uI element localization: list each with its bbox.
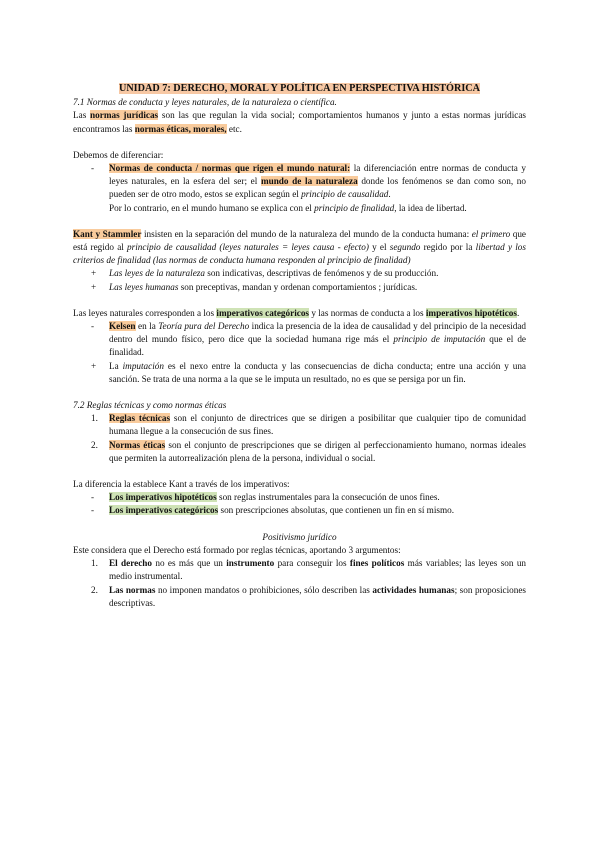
list-item: + La imputación es el nexo entre la conducta y las consecuencias de dicha conducta; entre una acción y una sanción. Se trata de una norma a la que se le imputa un resultado, no es que se persiga por un fin.: [91, 360, 526, 384]
kant-diferencia-line: La diferencia la establece Kant a través de los imperativos:: [73, 479, 290, 490]
leyes-list: [73, 267, 526, 293]
list-item: + Las leyes humanas son preceptivas, mandan y ordenan comportamientos ; jurídicas.: [91, 281, 418, 292]
reglas-list: [73, 412, 526, 465]
list-item: + Las leyes de la naturaleza son indicativas, descriptivas de fenómenos y de su producción.: [91, 268, 439, 279]
diferenciar-list: [73, 162, 526, 215]
list-item-continuation: Por lo contrario, en el mundo humano se explica con el principio de finalidad, la idea de libertad.: [109, 202, 467, 213]
kant-paragraph: Kant y Stammler insisten en la separación del mundo de la naturaleza del mundo de la conducta humana: el primero que está regido al principio de causalidad (leyes naturales = leyes causa - efecto) y el segundo regido por la libertad y los criterios de finalidad (las normas de conducta humana responden al principio de finalidad): [73, 228, 526, 266]
list-item: - Normas de conducta / normas que rigen el mundo natural: la diferenciación entre normas de conducta y leyes naturales, en la esfera del ser; el mundo de la naturaleza donde los fenómenos se dan como son, no pueden ser de otro modo, estos se explican según el principio de causalidad.: [91, 163, 526, 200]
list-item: 2. Las normas no imponen mandatos o prohibiciones, sólo describen las actividades humanas; son proposiciones descriptivas.: [91, 584, 526, 608]
section-7-2-heading: 7.2 Reglas técnicas y como normas éticas: [73, 400, 227, 411]
diferenciar-line: Debemos de diferenciar:: [73, 149, 164, 160]
list-item: 1. Reglas técnicas son el conjunto de directrices que se dirigen a posibilitar que cualquier tipo de comunidad humana llegue a la consecución de sus fines.: [91, 413, 527, 437]
list-item: - Los imperativos hipotéticos son reglas instrumentales para la consecución de unos fines.: [91, 492, 440, 503]
section-7-1-heading: 7.1 Normas de conducta y leyes naturales, de la naturaleza o científica.: [73, 97, 337, 108]
list-item: - Kelsen en la Teoría pura del Derecho indica la presencia de la idea de causalidad y del principio de la necesidad dentro del mundo físico, pero dice que la sociedad humana rige más el principio de imputación que el de finalidad.: [91, 321, 527, 358]
kelsen-list: [73, 320, 526, 386]
list-item: - Los imperativos categóricos son prescripciones absolutas, que contienen un fin en sí mismo.: [91, 505, 454, 516]
list-item: 2. Normas éticas son el conjunto de prescripciones que se dirigen al perfeccionamiento humano, normas ideales que permiten la autorrealización plena de la persona, individual o social.: [91, 439, 526, 463]
list-item: 1. El derecho no es más que un instrumento para conseguir los fines políticos más variables; las leyes son un medio instrumental.: [91, 558, 527, 582]
leyes-paragraph: Las leyes naturales corresponden a los imperativos categóricos y las normas de conducta a los imperativos hipotéticos.: [73, 307, 520, 318]
document-page: [73, 82, 526, 610]
imperativos-list: [73, 491, 526, 517]
positivismo-heading: Positivismo jurídico: [262, 531, 337, 542]
unit-title: UNIDAD 7: DERECHO, MORAL Y POLÍTICA EN PERSPECTIVA HISTÓRICA: [118, 83, 481, 94]
intro-paragraph: Las normas jurídicas son las que regulan la vida social; comportamientos humanos y junto a estas normas jurídicas encontramos las normas éticas, morales, etc.: [73, 110, 527, 134]
positivismo-intro: Este considera que el Derecho está formado por reglas técnicas, aportando 3 argumentos:: [73, 544, 401, 555]
argumentos-list: [73, 557, 526, 610]
